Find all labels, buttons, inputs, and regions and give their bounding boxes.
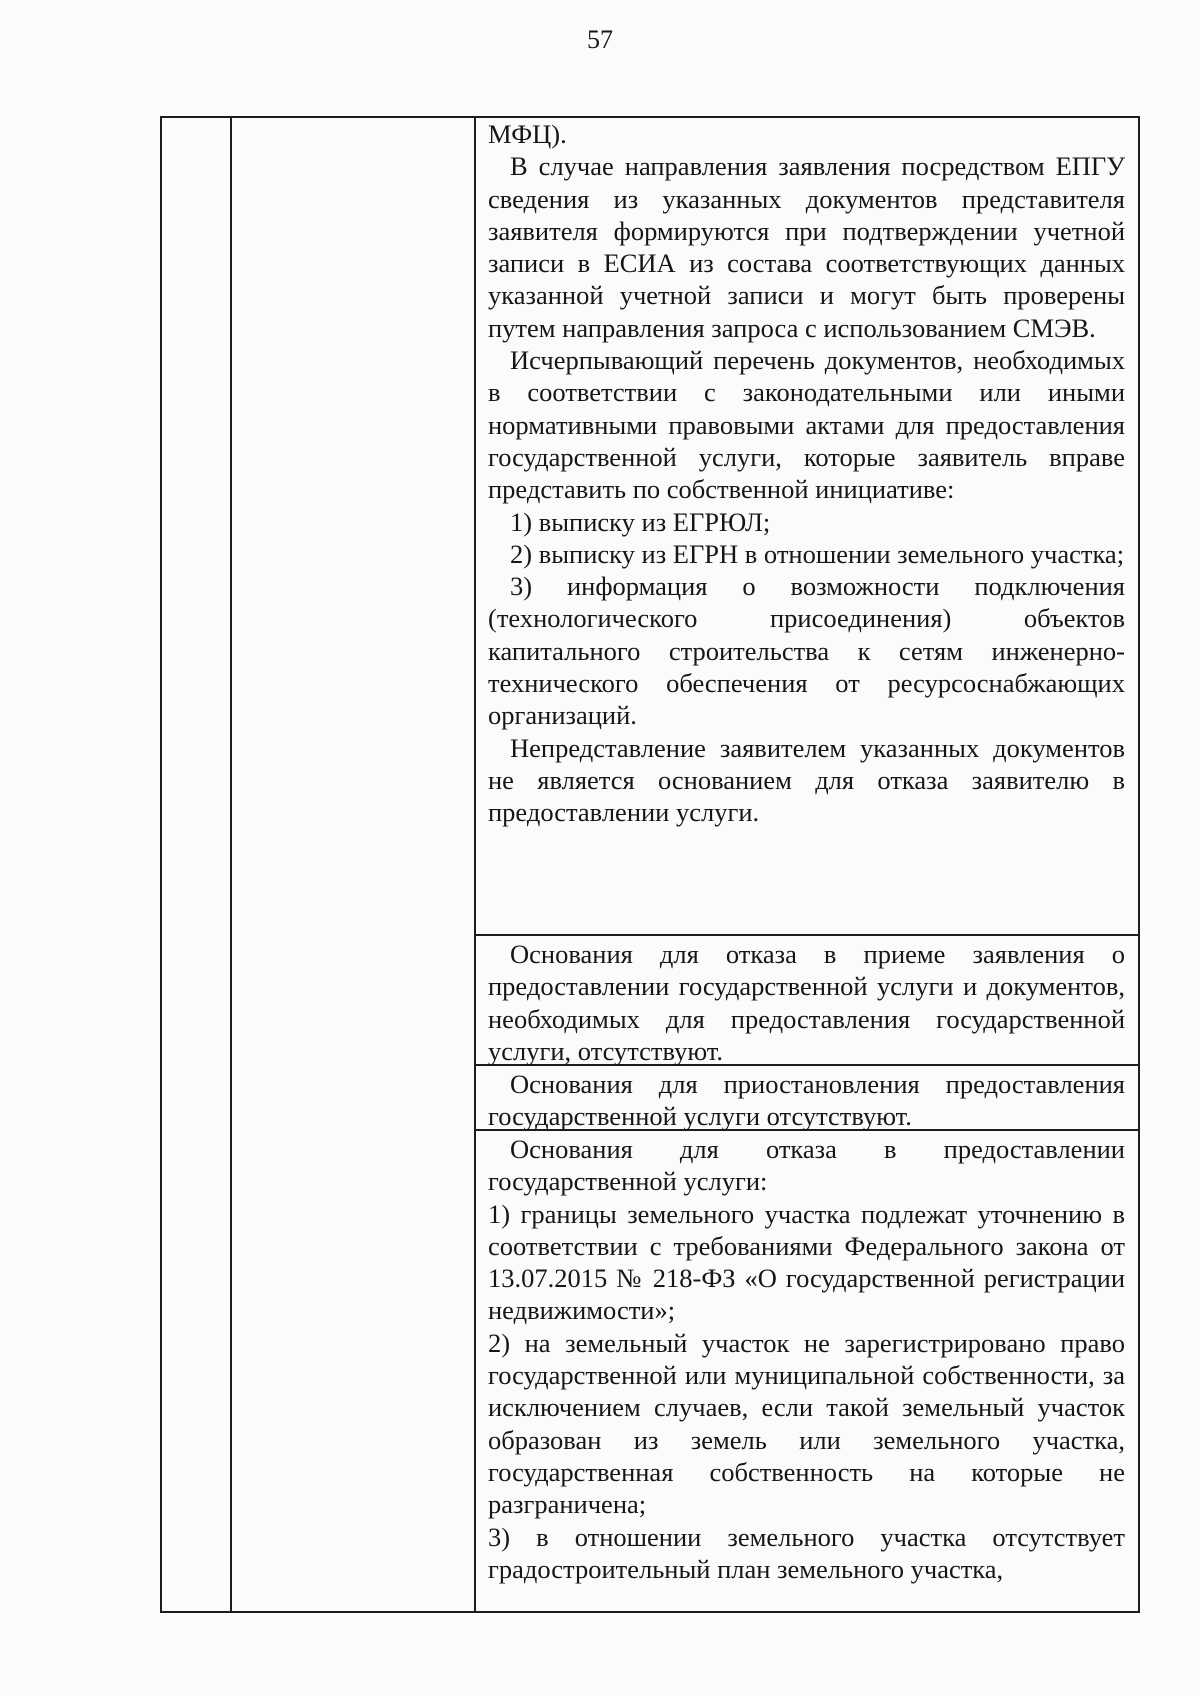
table-right-border <box>1138 116 1140 1613</box>
table-cell-suspension <box>488 1068 1125 1133</box>
paragraph: 2) на земельный участок не зарегистрировано право государственной или муниципальной собственности, за исключением случаев, если такой земельный участок образован из земель или земельного участка, государственная собственность на которые не разграничена; <box>488 1327 1125 1520</box>
paragraph: Основания для отказа в предоставлении государственной услуги: <box>488 1134 1125 1197</box>
paragraph: Исчерпывающий перечень документов, необходимых в соответствии с законодательными или иными нормативными правовыми актами для предоставления государственной услуги, которые заявитель вправе представить по собственной инициативе: <box>488 345 1125 505</box>
paragraph: Основания для приостановления предоставления государственной услуги отсутствуют. <box>488 1069 1125 1132</box>
paragraph: Основания для отказа в приеме заявления о предоставлении государственной услуги и документов, необходимых для предоставления государственной услуги, отсутствуют. <box>488 939 1125 1066</box>
row-divider-1 <box>474 934 1140 936</box>
paragraph: МФЦ). <box>488 119 567 149</box>
paragraph: 2) выписку из ЕГРН в отношении земельного участка; <box>510 538 1125 569</box>
column-divider-2 <box>474 116 476 1613</box>
page-number: 57 <box>587 25 613 54</box>
table-bottom-border <box>160 1611 1140 1613</box>
paragraph: 1) границы земельного участка подлежат уточнению в соответствии с требованиями Федерального закона от 13.07.2015 № 218-ФЗ «О государственной регистрации недвижимости»; <box>488 1198 1125 1326</box>
table-left-border <box>160 116 162 1613</box>
paragraph: Непредставление заявителем указанных документов не является основанием для отказа заявителю в предоставлении услуги. <box>488 732 1125 828</box>
table-cell-refusal-acceptance <box>488 938 1125 1067</box>
paragraph: В случае направления заявления посредством ЕПГУ сведения из указанных документов представителя заявителя формируются при подтверждении учетной записи в ЕСИА из состава соответствующих данных указанной учетной записи и могут быть проверены путем направления запроса с использованием СМЭВ. <box>488 151 1125 343</box>
table-cell-documents-info <box>488 118 1125 829</box>
table-cell-refusal-grounds <box>488 1133 1125 1585</box>
column-divider-1 <box>230 116 232 1613</box>
paragraph: 3) в отношении земельного участка отсутствует градостроительный план земельного участка, <box>488 1521 1125 1584</box>
paragraph: 1) выписку из ЕГРЮЛ; <box>510 506 771 537</box>
paragraph: 3) информация о возможности подключения (технологического присоединения) объектов капитального строительства к сетям инженерно-технического обеспечения от ресурсоснабжающих организаций. <box>488 571 1125 731</box>
